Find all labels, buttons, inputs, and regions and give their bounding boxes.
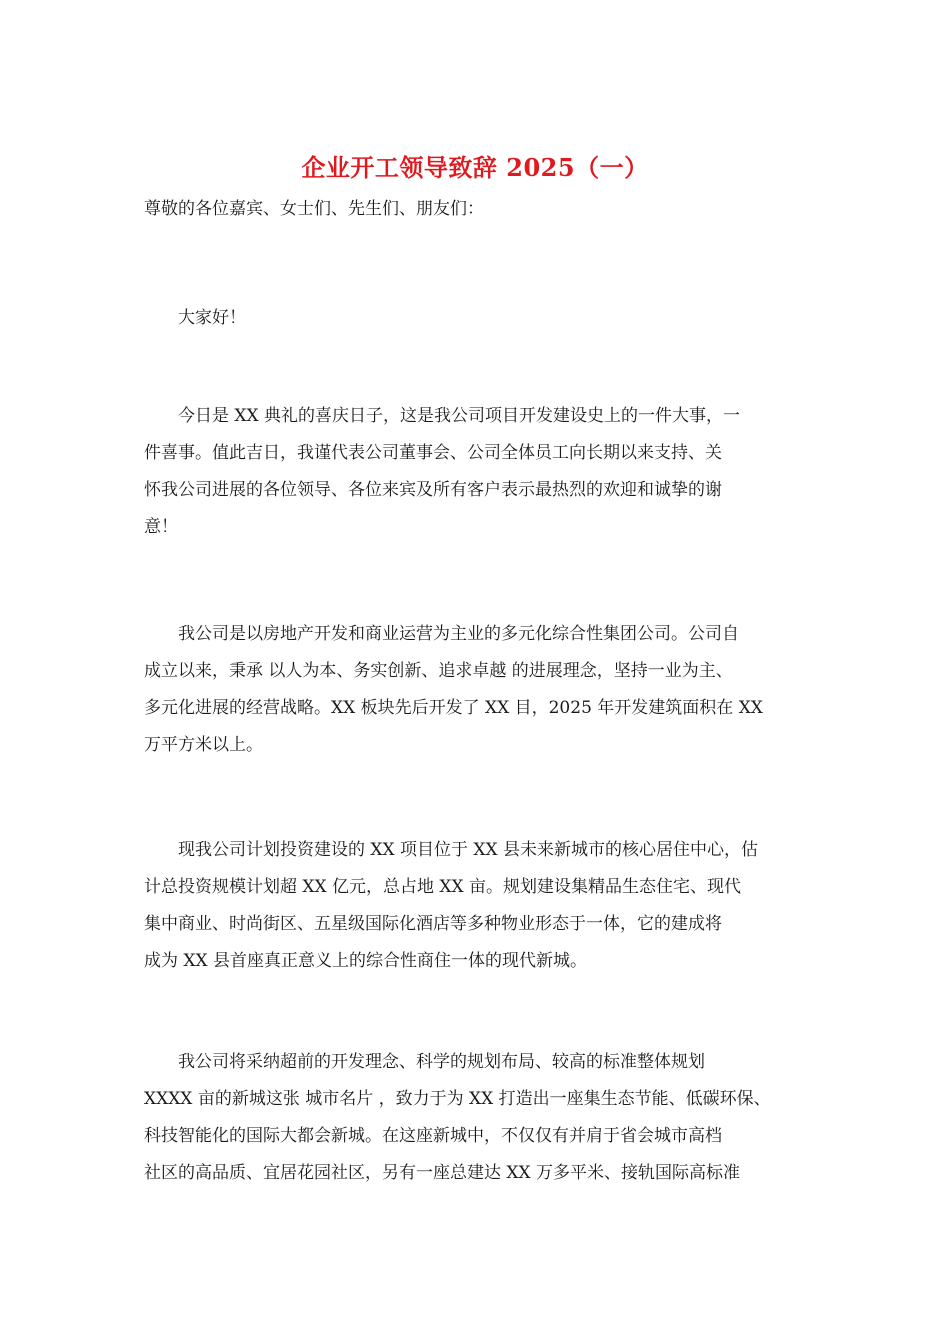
paragraph-line: 件喜事。值此吉日，我谨代表公司董事会、公司全体员工向长期以来支持、关 <box>144 443 722 463</box>
paragraph-line: 万平方米以上。 <box>144 735 263 755</box>
paragraph-line: 我公司是以房地产开发和商业运营为主业的多元化综合性集团公司。公司自 <box>178 624 739 644</box>
paragraph-planning <box>144 1044 814 1192</box>
paragraph-greeting <box>144 300 814 337</box>
paragraph-line: XXXX 亩的新城这张 城市名片 ，致力于为 XX 打造出一座集生态节能、低碳环保、 <box>144 1089 771 1109</box>
paragraph-welcome <box>144 398 814 546</box>
paragraph-line: 集中商业、时尚街区、五星级国际化酒店等多种物业形态于一体，它的建成将 <box>144 914 722 934</box>
document-title: 企业开工领导致辞 2025（一） <box>301 153 649 182</box>
paragraph-project <box>144 832 814 980</box>
paragraph-line: 多元化进展的经营战略。XX 板块先后开发了 XX 目，2025 年开发建筑面积在 XX <box>144 698 763 718</box>
paragraph-line: 我公司将采纳超前的开发理念、科学的规划布局、较高的标准整体规划 <box>178 1052 705 1072</box>
paragraph-line: 意！ <box>144 517 178 537</box>
paragraph-line: 成立以来，秉承 以人为本、务实创新、追求卓越 的进展理念，坚持一业为主、 <box>144 661 733 681</box>
paragraph-line: 成为 XX 县首座真正意义上的综合性商住一体的现代新城。 <box>144 951 588 971</box>
paragraph-company-intro <box>144 616 814 764</box>
paragraph-line: 社区的高品质、宜居花园社区，另有一座总建达 XX 万多平米、接轨国际高标准 <box>144 1163 741 1183</box>
paragraph-line: 计总投资规模计划超 XX 亿元，总占地 XX 亩。规划建设集精品生态住宅、现代 <box>144 877 742 897</box>
salutation: 尊敬的各位嘉宾、女士们、先生们、朋友们： <box>144 199 484 219</box>
paragraph-line: 科技智能化的国际大都会新城。在这座新城中，不仅仅有并肩于省会城市高档 <box>144 1126 722 1146</box>
paragraph-line: 怀我公司进展的各位领导、各位来宾及所有客户表示最热烈的欢迎和诚挚的谢 <box>144 480 722 500</box>
paragraph-line: 今日是 XX 典礼的喜庆日子，这是我公司项目开发建设史上的一件大事，一 <box>178 406 741 426</box>
paragraph-line: 大家好！ <box>178 308 246 328</box>
paragraph-line: 现我公司计划投资建设的 XX 项目位于 XX 县未来新城市的核心居住中心，估 <box>178 840 759 860</box>
